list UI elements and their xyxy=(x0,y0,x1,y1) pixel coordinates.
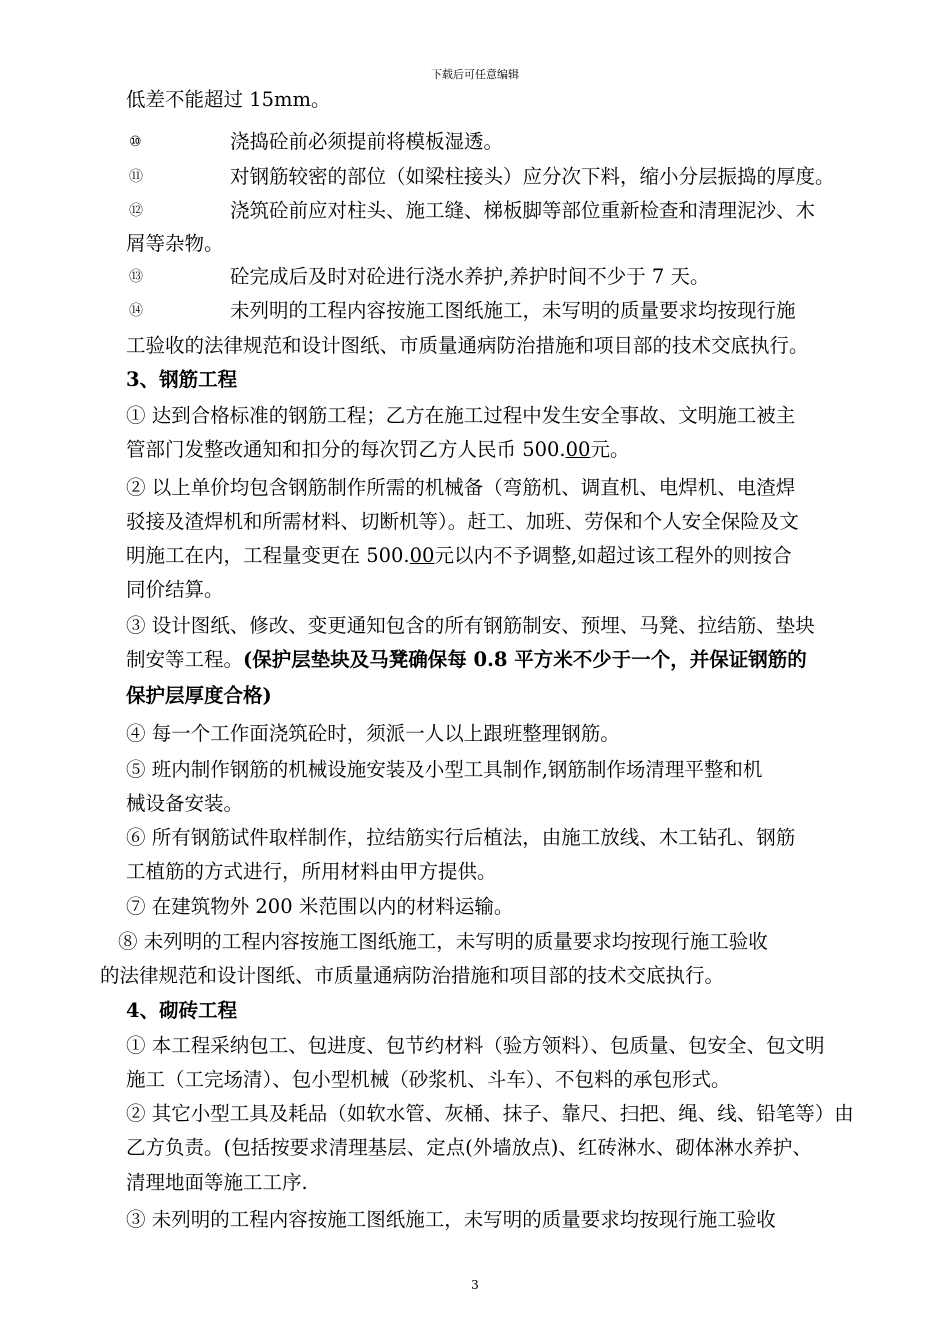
page-number: 3 xyxy=(471,1278,479,1292)
text-line: 制安等工程。(保护层垫块及马凳确保每 0.8 平方米不少于一个，并保证钢筋的 xyxy=(126,648,807,671)
text-line: ① 达到合格标准的钢筋工程；乙方在施工过程中发生安全事故、文明施工被主 xyxy=(126,404,796,427)
text-line: ⑦ 在建筑物外 200 米范围以内的材料运输。 xyxy=(126,895,514,918)
text-line: 工验收的法律规范和设计图纸、市质量通病防治措施和项目部的技术交底执行。 xyxy=(126,334,809,357)
text-line: 工植筋的方式进行，所用材料由甲方提供。 xyxy=(126,860,497,883)
text-line: ⑧ 未列明的工程内容按施工图纸施工，未写明的质量要求均按现行施工验收 xyxy=(118,930,768,953)
text-line: 屑等杂物。 xyxy=(126,232,224,255)
text-line: 管部门发整改通知和扣分的每次罚乙方人民币 500.00元。 xyxy=(126,438,630,461)
text-line: 浇捣砼前必须提前将模板湿透。 xyxy=(230,130,504,153)
text-line: 乙方负责。(包括按要求清理基层、定点(外墙放点)、红砖淋水、砌体淋水养护、 xyxy=(126,1136,812,1159)
text-line: 未列明的工程内容按施工图纸施工，未写明的质量要求均按现行施 xyxy=(230,299,796,322)
text-line: 低差不能超过 15mm。 xyxy=(126,88,331,111)
text-line: 对钢筋较密的部位（如梁柱接头）应分次下料，缩小分层振捣的厚度。 xyxy=(230,165,835,188)
text-line: ③ 未列明的工程内容按施工图纸施工，未写明的质量要求均按现行施工验收 xyxy=(126,1208,776,1231)
section-heading: 4、砌砖工程 xyxy=(126,999,238,1022)
item-number: ⑫ xyxy=(129,203,143,219)
text-line: ① 本工程采纳包工、包进度、包节约材料（验方领料）、包质量、包安全、包文明 xyxy=(126,1034,825,1057)
item-number: ⑩ xyxy=(129,134,142,150)
text-line: 清理地面等施工工序. xyxy=(126,1171,308,1194)
text-line: ② 其它小型工具及耗品（如软水管、灰桶、抹子、靠尺、扫把、绳、线、铅笔等）由 xyxy=(126,1102,854,1125)
text-line: ③ 设计图纸、修改、变更通知包含的所有钢筋制安、预埋、马凳、拉结筋、垫块 xyxy=(126,614,815,637)
text-line: 明施工在内，工程量变更在 500.00元以内不予调整,如超过该工程外的则按合 xyxy=(126,544,792,567)
item-number: ⑬ xyxy=(129,269,143,285)
text-line: 械设备安装。 xyxy=(126,792,244,815)
page-header: 下载后可任意编辑 xyxy=(431,68,519,81)
text-line: 同价结算。 xyxy=(126,578,224,601)
item-number: ⑭ xyxy=(129,303,143,319)
text-line: 浇筑砼前应对柱头、施工缝、梯板脚等部位重新检查和清理泥沙、木 xyxy=(230,199,816,222)
text-line: ② 以上单价均包含钢筋制作所需的机械备（弯筋机、调直机、电焊机、电渣焊 xyxy=(126,476,796,499)
item-number: ⑪ xyxy=(129,169,143,185)
text-line: ④ 每一个工作面浇筑砼时，须派一人以上跟班整理钢筋。 xyxy=(126,722,620,745)
text-line: ⑥ 所有钢筋试件取样制作，拉结筋实行后植法，由施工放线、木工钻孔、钢筋 xyxy=(126,826,796,849)
section-heading: 3、钢筋工程 xyxy=(126,368,238,391)
text-line: 砼完成后及时对砼进行浇水养护,养护时间不少于 7 天。 xyxy=(230,265,710,288)
text-line: 施工（工完场清）、包小型机械（砂浆机、斗车）、不包料的承包形式。 xyxy=(126,1068,731,1091)
text-line: 保护层厚度合格) xyxy=(126,684,272,707)
text-line: 的法律规范和设计图纸、市质量通病防治措施和项目部的技术交底执行。 xyxy=(100,964,725,987)
text-line: ⑤ 班内制作钢筋的机械设施安装及小型工具制作,钢筋制作场清理平整和机 xyxy=(126,758,763,781)
text-line: 驳接及渣焊机和所需材料、切断机等）。赶工、加班、劳保和个人安全保险及文 xyxy=(126,510,799,533)
